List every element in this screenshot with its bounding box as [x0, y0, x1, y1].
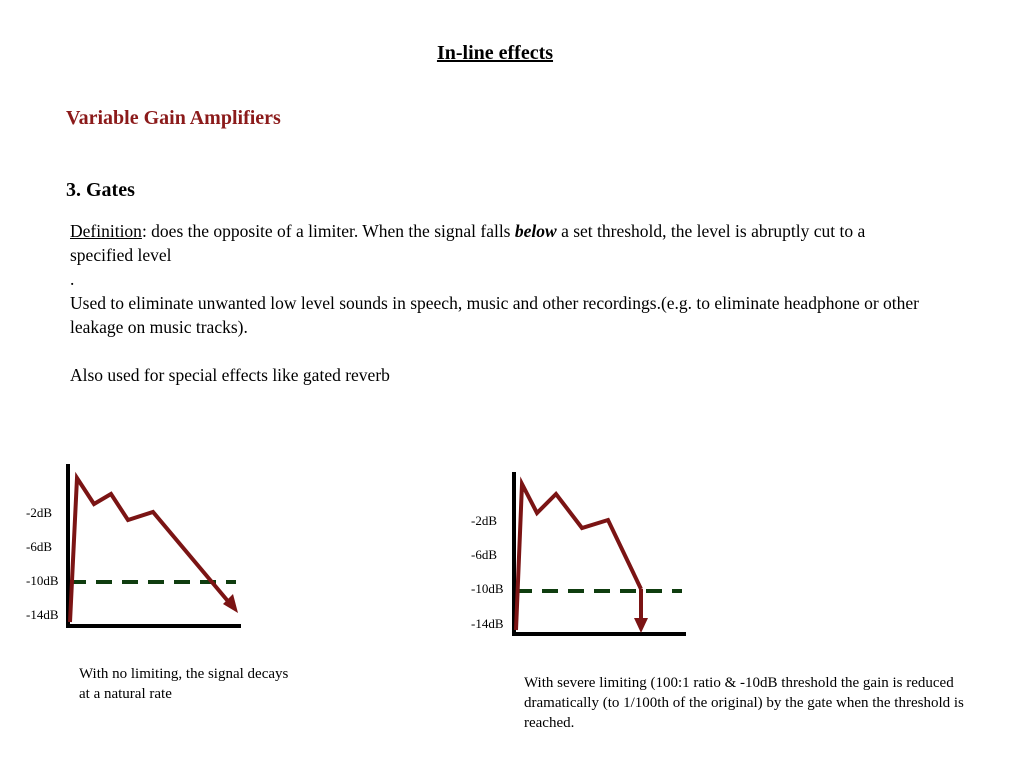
- usage-paragraph: Used to eliminate unwanted low level sounds in speech, music and other recordings.(e.g. to eliminate headphone or other leakage on music tracks).: [70, 293, 919, 337]
- left-db-label-2: -2dB: [26, 505, 52, 520]
- left-db-label-10: -10dB: [26, 573, 59, 588]
- left-db-label-14: -14dB: [26, 607, 59, 622]
- slide-title: In-line effects: [436, 42, 554, 64]
- right-db-label-6: -6dB: [471, 547, 497, 562]
- right-arrowhead: [634, 618, 648, 633]
- definition-text-2: a set threshold, the level is abruptly cut to a specified level: [70, 221, 866, 265]
- right-db-label-2: -2dB: [471, 513, 497, 528]
- right-caption: With severe limiting (100:1 ratio & -10dB threshold the gain is reduced dramatically (to 1/100th of the original) by the gate when the threshold is reached.: [524, 675, 964, 731]
- section-heading: Variable Gain Amplifiers: [66, 107, 281, 129]
- also-paragraph: Also used for special effects like gated reverb: [70, 365, 390, 385]
- definition-text-1: : does the opposite of a limiter. When the signal falls: [141, 221, 515, 241]
- right-signal-line: [516, 484, 641, 630]
- sub-heading: 3. Gates: [66, 179, 135, 201]
- left-db-label-6: -6dB: [26, 539, 52, 554]
- definition-label: Definition: [70, 221, 142, 241]
- period-line: .: [70, 269, 75, 289]
- definition-emphasis: below: [514, 221, 557, 241]
- left-caption: With no limiting, the signal decays at a natural rate: [79, 666, 289, 702]
- right-db-label-14: -14dB: [471, 616, 504, 631]
- left-signal-line: [70, 478, 232, 622]
- right-db-label-10: -10dB: [471, 581, 504, 596]
